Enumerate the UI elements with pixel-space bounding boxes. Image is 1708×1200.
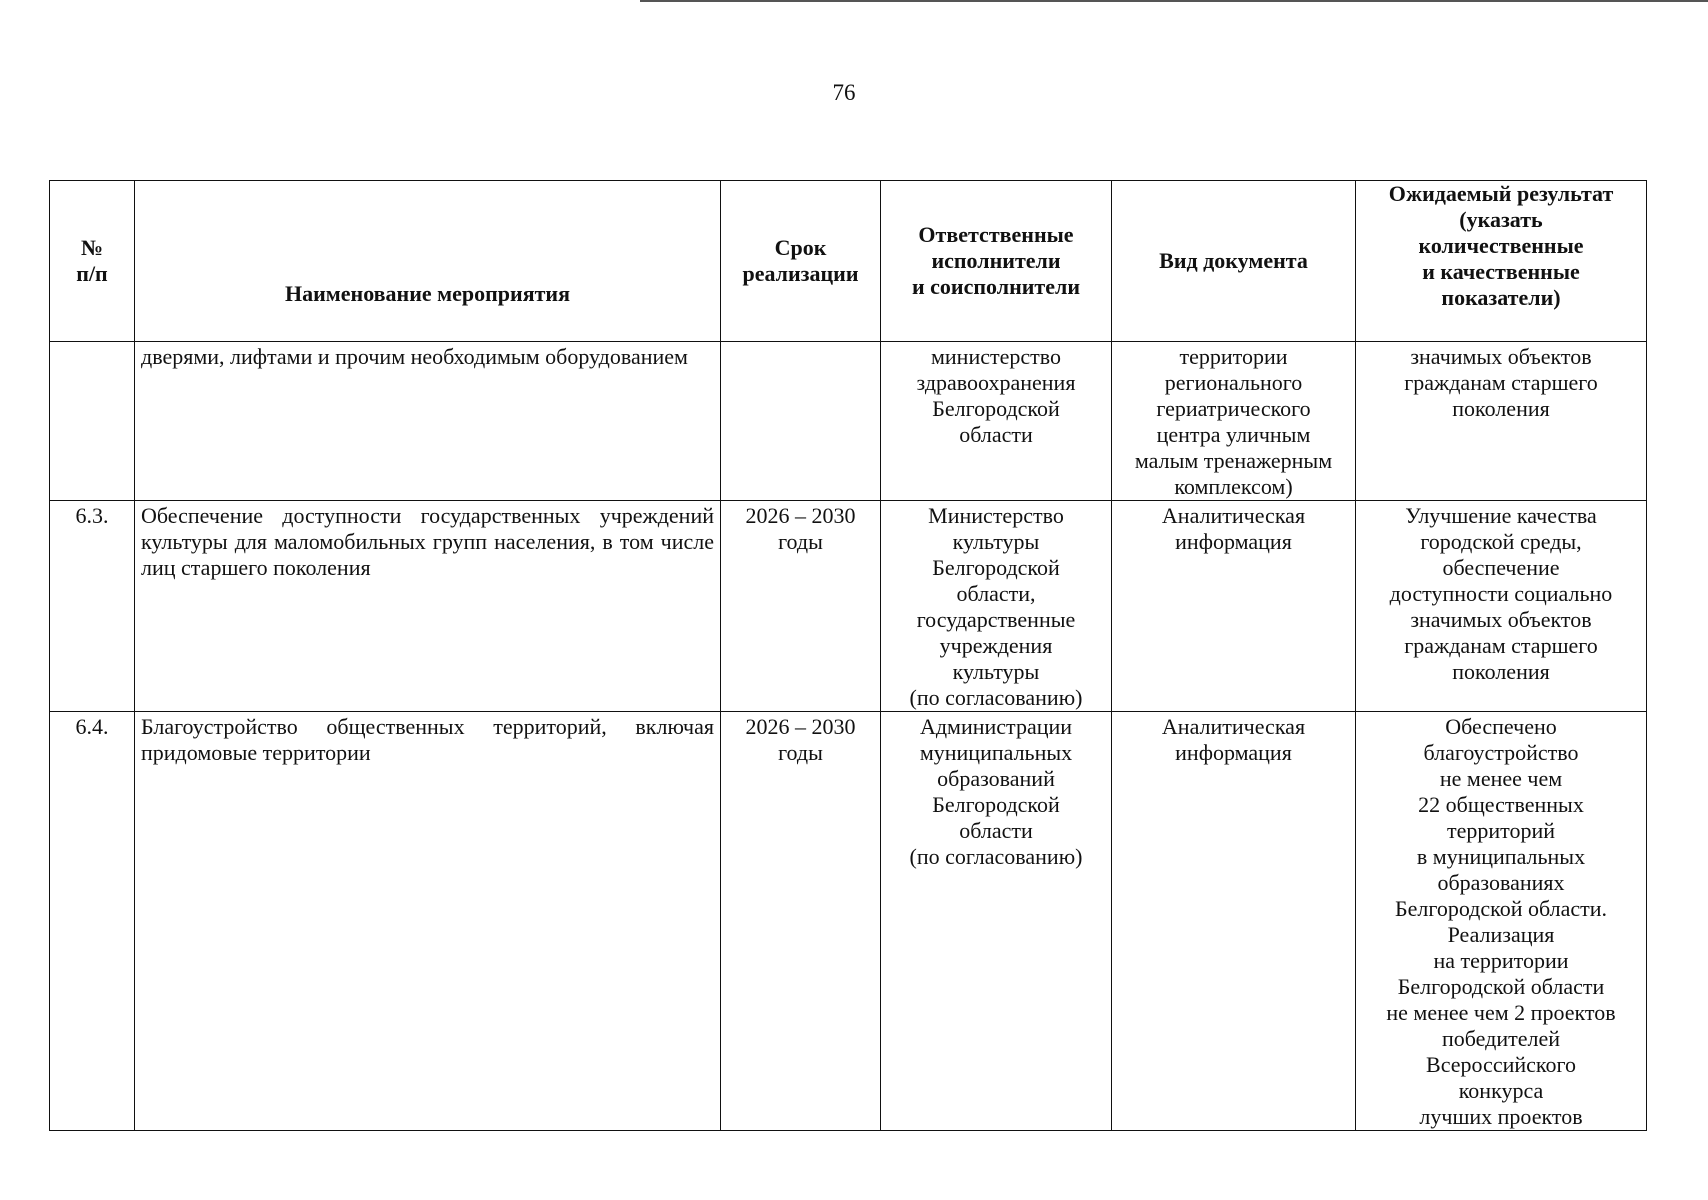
cell-term — [721, 501, 881, 712]
cell-doc-type — [1112, 712, 1356, 1131]
header-name — [135, 181, 721, 342]
cell-result — [1356, 712, 1647, 1131]
cell-doc-type — [1112, 501, 1356, 712]
cell-text: Вид документа — [1159, 248, 1308, 273]
cell-text: Наименование мероприятия — [284, 281, 571, 306]
header-executors — [881, 181, 1112, 342]
cell-text: 6.3. — [75, 503, 109, 528]
cell-text: Улучшение качества городской среды, обеспечение доступности социально значимых объектов гражданам старшего поколения — [1389, 503, 1613, 684]
cell-executors — [881, 501, 1112, 712]
cell-doc-type — [1112, 342, 1356, 501]
cell-text: Обеспечение доступности государственных учреждений культуры для маломобильных групп населения, в том числе лиц старшего поколения — [141, 503, 714, 580]
cell-text: Министерство культуры Белгородской области, государственные учреждения культуры (по согласованию) — [909, 503, 1083, 710]
cell-text: министерство здравоохранения Белгородской области — [916, 344, 1076, 447]
cell-result — [1356, 342, 1647, 501]
cell-text: дверями, лифтами и прочим необходимым оборудованием — [141, 344, 688, 369]
cell-text: Благоустройство общественных территорий, включая придомовые территории — [141, 714, 714, 765]
cell-text: Обеспечено благоустройство не менее чем 22 общественных территорий в муниципальных образованиях Белгородской области. Реализация на территории Белгородской области не менее чем 2 проектов победителей Всероссийского конкурса лучших проектов — [1386, 714, 1616, 1129]
cell-text: Аналитическая информация — [1161, 503, 1306, 554]
cell-text: Администрации муниципальных образований Белгородской области (по согласованию) — [909, 714, 1083, 869]
cell-text: Ожидаемый результат (указать количественные и качественные показатели) — [1388, 181, 1614, 310]
cell-num — [50, 501, 135, 712]
cell-name — [135, 342, 721, 501]
table-row — [50, 501, 1647, 712]
table-row — [50, 712, 1647, 1131]
page-number: 76 — [832, 80, 856, 105]
activities-table — [49, 180, 1647, 1131]
table-row — [50, 342, 1647, 501]
cell-text: территории регионального гериатрического центра уличным малым тренажерным комплексом) — [1134, 344, 1333, 499]
cell-executors — [881, 712, 1112, 1131]
cell-num — [50, 342, 135, 501]
header-doc-type — [1112, 181, 1356, 342]
cell-text: значимых объектов гражданам старшего поколения — [1404, 344, 1598, 421]
cell-executors — [881, 342, 1112, 501]
cell-text: 2026 – 2030 годы — [745, 503, 856, 554]
cell-text: 2026 – 2030 годы — [745, 714, 856, 765]
cell-name — [135, 501, 721, 712]
header-num — [50, 181, 135, 342]
cell-result — [1356, 501, 1647, 712]
cell-text: Ответственные исполнители и соисполнители — [911, 222, 1081, 299]
cell-num — [50, 712, 135, 1131]
cell-text: Аналитическая информация — [1161, 714, 1306, 765]
top-rule — [640, 0, 1708, 2]
header-term — [721, 181, 881, 342]
cell-text: 6.4. — [75, 714, 109, 739]
cell-name — [135, 712, 721, 1131]
header-result — [1356, 181, 1647, 342]
cell-term — [721, 712, 881, 1131]
cell-text: № п/п — [76, 235, 108, 286]
table-header-row — [50, 181, 1647, 342]
cell-text: Срок реализации — [742, 235, 859, 286]
cell-term — [721, 342, 881, 501]
